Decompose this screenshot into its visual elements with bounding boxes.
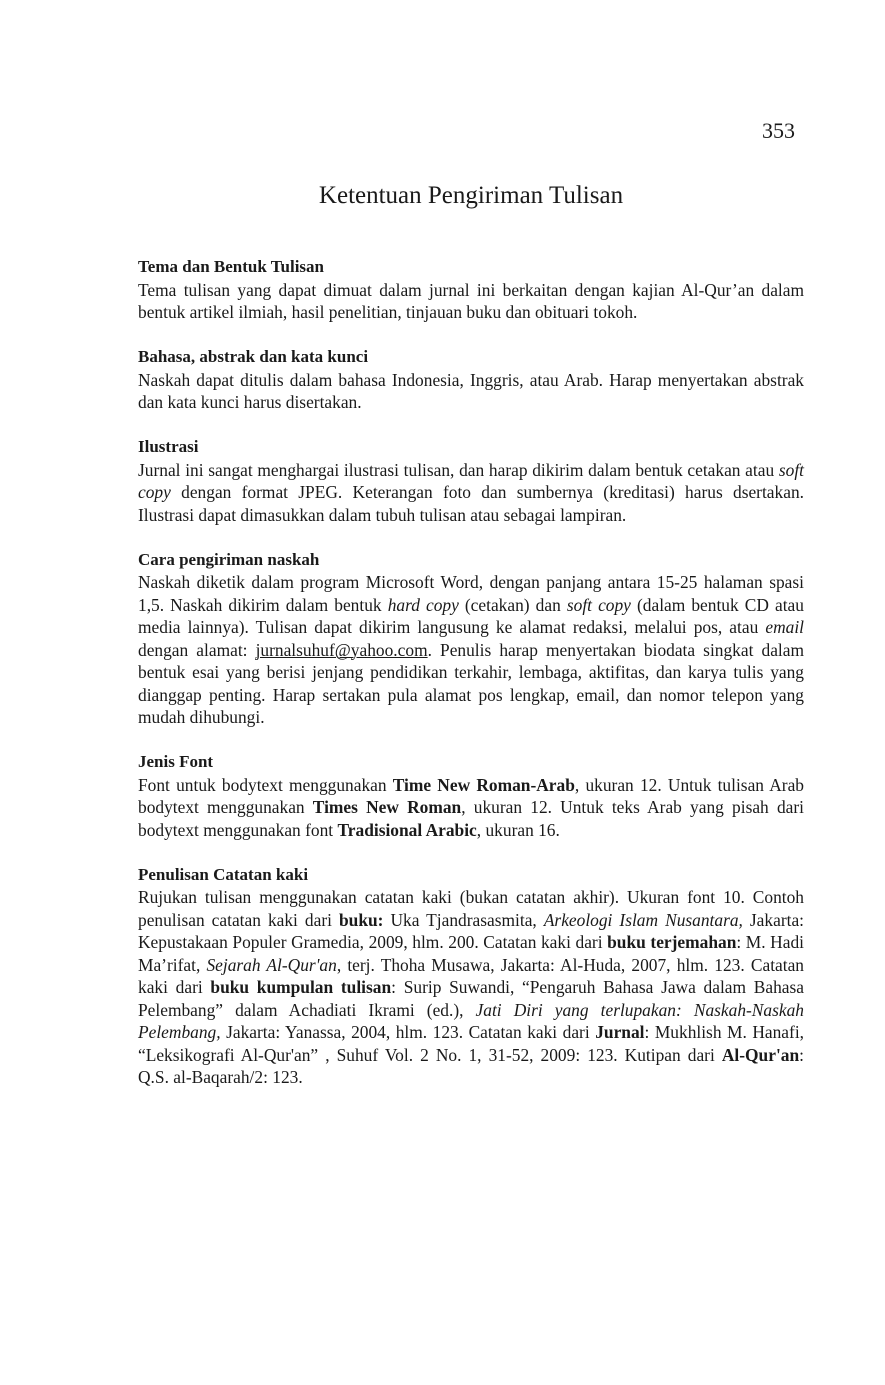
section <box>138 864 804 1089</box>
document-body <box>138 256 804 1111</box>
bold-text: buku terjemahan <box>607 932 737 952</box>
italic-text: email <box>765 617 804 637</box>
section-heading: Penulisan Catatan kaki <box>138 864 309 884</box>
body-text: , ukuran 12. Untuk teks Arab yang pisah dari bodytext menggunakan font <box>138 797 804 840</box>
italic-text: soft copy <box>138 459 804 502</box>
italic-text: Jati Diri yang terlupakan: Naskah-Naskah Pelembang, <box>138 999 804 1042</box>
bold-text: Tradisional Arabic <box>337 819 477 840</box>
body-text: , terj. Thoha Musawa, Jakarta: Al-Huda, 2007, hlm. 123. Catatan kaki dari <box>138 954 804 997</box>
email-address: jurnalsuhuf@yahoo.com <box>255 639 428 660</box>
bold-text: Times New Roman <box>312 797 462 817</box>
body-text: (cetakan) dan <box>458 594 567 615</box>
body-text: : M. Hadi Ma’rifat, <box>138 932 804 975</box>
body-text: , ukuran 12. Untuk tulisan Arab bodytext menggunakan <box>138 774 804 817</box>
section <box>138 751 804 841</box>
section-heading: Cara pengiriman naskah <box>138 549 320 569</box>
body-text: dengan format JPEG. Keterangan foto dan sumbernya (kreditasi) harus dsertakan. Ilustrasi dapat dimasukkan dalam tubuh tulisan atau sebagai lampiran. <box>138 482 804 525</box>
body-text: Naskah dapat ditulis dalam bahasa Indonesia, Inggris, atau Arab. Harap menyertakan abstrak dan kata kunci harus disertakan. <box>138 369 804 412</box>
body-text: Naskah diketik dalam program Microsoft Word, dengan panjang antara 15-25 halaman spasi 1,5. Naskah dikirim dalam bentuk <box>138 572 804 615</box>
italic-text: Sejarah Al-Qur'an <box>206 954 337 975</box>
body-text: : Mukhlish M. Hanafi, “Leksikografi Al-Qur'an” , Suhuf Vol. 2 No. 1, 31-52, 2009: 123. Kutipan dari <box>138 1022 804 1065</box>
body-text: (dalam bentuk CD atau media lainnya). Tulisan dapat dikirim langusung ke alamat redaksi, melalui pos, atau <box>138 594 804 637</box>
section-body <box>138 571 804 729</box>
section-body <box>138 886 804 1089</box>
body-text: Jakarta: Yanassa, 2004, hlm. 123. Catatan kaki dari <box>220 1022 596 1042</box>
section-body <box>138 369 804 414</box>
body-text: : Surip Suwandi, “Pengaruh Bahasa Jawa dalam Bahasa Pelembang” dalam Achadiati Ikrami (ed.), <box>138 977 804 1020</box>
body-text: Font untuk bodytext menggunakan <box>138 774 393 795</box>
page-title: Ketentuan Pengiriman Tulisan <box>318 182 624 209</box>
section-heading: Jenis Font <box>138 752 214 771</box>
body-text: . Penulis harap menyertakan biodata singkat dalam bentuk esai yang berisi jenjang pendidikan terkahir, lembaga, aktifitas, dan karya tulis yang dianggap penting. Harap sertakan pula alamat pos lengkap, email, dan nomor telepon yang mudah dihubungi. <box>138 639 804 727</box>
body-text: Jurnal ini sangat menghargai ilustrasi tulisan, dan harap dikirim dalam bentuk cetakan atau <box>138 459 779 480</box>
italic-text: soft copy <box>566 594 631 615</box>
bold-text: Al-Qur'an <box>721 1044 800 1065</box>
body-text: Jakarta: Kepustakaan Populer Gramedia, 2009, hlm. 200. Catatan kaki dari <box>138 909 804 952</box>
section <box>138 549 804 729</box>
section <box>138 346 804 414</box>
body-text: dengan alamat: <box>138 639 256 660</box>
bold-text: Jurnal <box>595 1022 645 1042</box>
bold-text: buku kumpulan tulisan <box>210 977 392 997</box>
body-text: Rujukan tulisan menggunakan catatan kaki (bukan catatan akhir). Ukuran font 10. Contoh penulisan catatan kaki dari <box>138 887 804 930</box>
body-text: Uka Tjandrasasmita, <box>383 909 544 930</box>
bold-text: Time New Roman-Arab <box>392 774 575 795</box>
section <box>138 436 804 526</box>
section-heading: Tema dan Bentuk Tulisan <box>138 257 324 276</box>
body-text: , ukuran 16. <box>476 819 560 840</box>
section <box>138 256 804 324</box>
section-body <box>138 279 804 324</box>
bold-text: buku: <box>338 909 384 930</box>
section-body <box>138 774 804 842</box>
page-number: 353 <box>762 118 795 143</box>
section-heading: Ilustrasi <box>138 437 199 456</box>
section-heading: Bahasa, abstrak dan kata kunci <box>138 347 369 366</box>
italic-text: hard copy <box>387 594 459 615</box>
body-text: : Q.S. al-Baqarah/2: 123. <box>138 1044 804 1087</box>
italic-text: Arkeologi Islam Nusantara, <box>543 909 743 930</box>
section-body <box>138 459 804 527</box>
body-text: Tema tulisan yang dapat dimuat dalam jurnal ini berkaitan dengan kajian Al-Qur’an dalam bentuk artikel ilmiah, hasil penelitian, tinjauan buku dan obituari tokoh. <box>138 279 804 322</box>
